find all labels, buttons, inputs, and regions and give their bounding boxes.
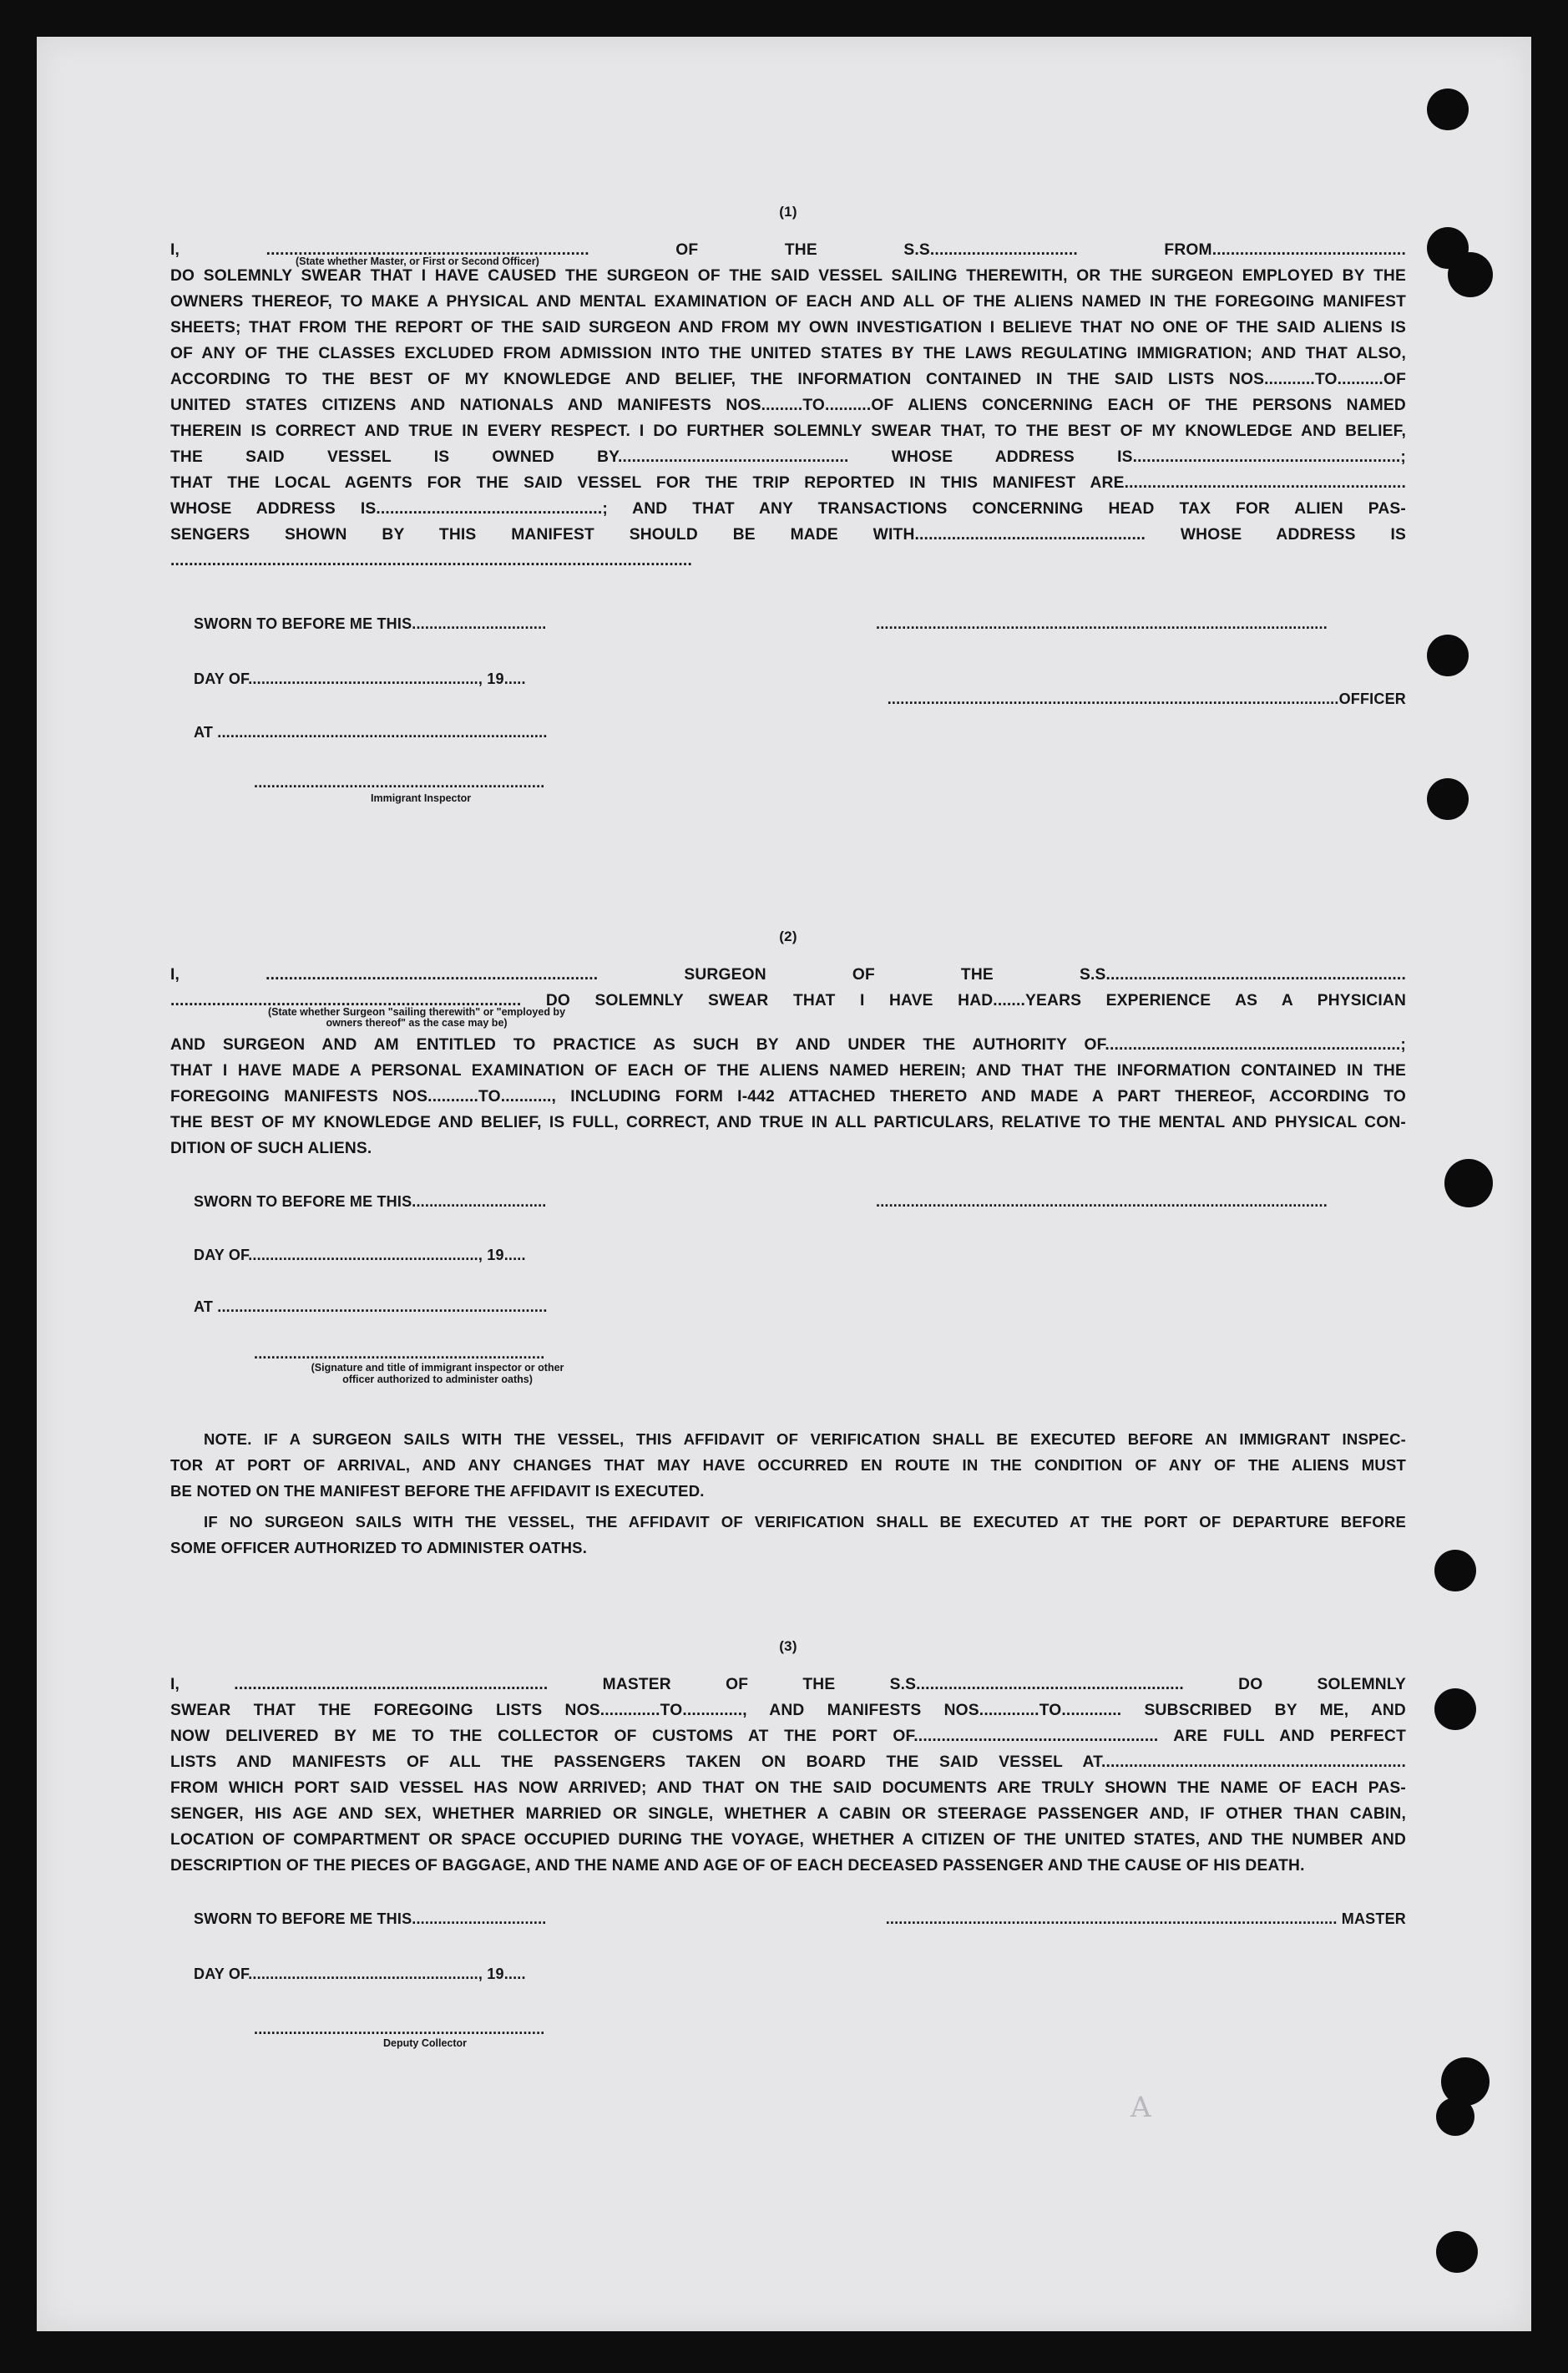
note-line: BE NOTED ON THE MANIFEST BEFORE THE AFFIDAVIT IS EXECUTED. [170, 1482, 705, 1500]
binder-hole [1444, 1159, 1493, 1207]
inspector-caption: Immigrant Inspector [371, 792, 472, 804]
text-line: I, .................................................................... MASTER OF THE S.S.......................................................... DO SOLEMNLY [170, 1676, 1406, 1693]
text-line: I, ........................................................................ SURGEON OF THE S.S................................................................. [170, 966, 1406, 984]
binder-hole [1427, 635, 1469, 676]
text-line: SENGER, HIS AGE AND SEX, WHETHER MARRIED OR SINGLE, WHETHER A CABIN OR STEERAGE PASSENGER AND, IF OTHER THAN CABIN, [170, 1805, 1406, 1823]
note-line: IF NO SURGEON SAILS WITH THE VESSEL, THE AFFIDAVIT OF VERIFICATION SHALL BE EXECUTED AT THE PORT OF DEPARTURE BEFORE [204, 1513, 1406, 1531]
section-2 [170, 928, 1406, 1385]
text-line: AND SURGEON AND AM ENTITLED TO PRACTICE AS SUCH BY AND UNDER THE AUTHORITY OF................................................................; [170, 1036, 1406, 1054]
inspector-caption [279, 1362, 596, 1385]
text-line: WHOSE ADDRESS IS.................................................; AND THAT ANY TRANSACTIONS CONCERNING HEAD TAX FOR ALIEN PAS- [170, 500, 1406, 518]
text-line: DESCRIPTION OF THE PIECES OF BAGGAGE, AND THE NAME AND AGE OF OF EACH DECEASED PASSENGER AND THE CAUSE OF HIS DEATH. [170, 1857, 1305, 1875]
note-line: NOTE. IF A SURGEON SAILS WITH THE VESSEL, THIS AFFIDAVIT OF VERIFICATION SHALL BE EXECUTED BEFORE AN IMMIGRANT INSPEC- [204, 1430, 1406, 1448]
sworn-line: SWORN TO BEFORE ME THIS............................... [194, 615, 547, 632]
text-line: SENGERS SHOWN BY THIS MANIFEST SHOULD BE MADE WITH.................................................. WHOSE ADDRESS IS [170, 526, 1406, 544]
text-line: SWEAR THAT THE FOREGOING LISTS NOS.............TO............., AND MANIFESTS NOS.............TO............. SUBSCRIBED BY ME, AND [170, 1702, 1406, 1719]
officer-caption: (State whether Master, or First or Second Officer) [296, 256, 539, 267]
section-number: (2) [779, 928, 797, 944]
text-line: I, ...................................................................... OF THE S.S................................ FROM.......................................... [170, 241, 1406, 259]
inspector-signature-line: ................................................................... [254, 774, 545, 791]
day-line: DAY OF....................................................., 19..... [194, 1966, 526, 1982]
inspector-caption-line: officer authorized to administer oaths) [342, 1374, 533, 1385]
text-line: OWNERS THEREOF, TO MAKE A PHYSICAL AND MENTAL EXAMINATION OF EACH AND ALL OF THE ALIENS NAMED IN THE FOREGOING MANIFEST [170, 293, 1406, 311]
surgeon-caption-line: owners thereof" as the case may be) [326, 1017, 508, 1029]
sworn-line: SWORN TO BEFORE ME THIS............................... [194, 1193, 547, 1210]
affidavit-master-paragraph [170, 237, 1406, 574]
sworn-block-2 [170, 1186, 1406, 1385]
note-section [170, 1426, 1406, 1561]
binder-hole [1427, 89, 1469, 130]
officer-signature-line: ........................................................................................................ [876, 615, 1328, 632]
text-line: THE BEST OF MY KNOWLEDGE AND BELIEF, IS FULL, CORRECT, AND TRUE IN ALL PARTICULARS, RELATIVE TO THE MENTAL AND PHYSICAL CON- [170, 1114, 1406, 1131]
text-line: DO SOLEMNLY SWEAR THAT I HAVE CAUSED THE SURGEON OF THE SAID VESSEL SAILING THEREWITH, OR THE SURGEON EMPLOYED BY THE [170, 267, 1406, 285]
day-line: DAY OF....................................................., 19..... [194, 1247, 526, 1263]
text-line: THEREIN IS CORRECT AND TRUE IN EVERY RESPECT. I DO FURTHER SOLEMNLY SWEAR THAT, TO THE BEST OF MY KNOWLEDGE AND BELIEF, [170, 422, 1406, 440]
text-line: UNITED STATES CITIZENS AND NATIONALS AND MANIFESTS NOS.........TO..........OF ALIENS CONCERNING EACH OF THE PERSONS NAMED [170, 397, 1406, 414]
manifest-page [37, 37, 1531, 2331]
section-number: (3) [779, 1638, 797, 1654]
text-line: THE SAID VESSEL IS OWNED BY.................................................. WHOSE ADDRESS IS..........................................................; [170, 448, 1406, 466]
sworn-block-3 [170, 1904, 1406, 2071]
inspector-caption-line: (Signature and title of immigrant inspector or other [311, 1362, 564, 1374]
faded-stamp: A [1130, 2091, 1154, 2124]
surgeon-signature-line: ........................................................................................................ [876, 1193, 1328, 1210]
collector-caption: Deputy Collector [383, 2037, 468, 2049]
text-line: FOREGOING MANIFESTS NOS...........TO..........., INCLUDING FORM I-442 ATTACHED THERETO AND MADE A PART THEREOF, ACCORDING TO [170, 1088, 1406, 1106]
text-line: THAT THE LOCAL AGENTS FOR THE SAID VESSEL FOR THE TRIP REPORTED IN THIS MANIFEST ARE............................................................. [170, 474, 1406, 492]
surgeon-caption-line: (State whether Surgeon "sailing therewith" or "employed by [267, 1006, 566, 1018]
text-line: NOW DELIVERED BY ME TO THE COLLECTOR OF CUSTOMS AT THE PORT OF..................................................... ARE FULL AND PERFECT [170, 1728, 1406, 1745]
text-line: DITION OF SUCH ALIENS. [170, 1140, 372, 1157]
text-line: OF ANY OF THE CLASSES EXCLUDED FROM ADMISSION INTO THE UNITED STATES BY THE LAWS REGULATING IMMIGRATION; AND THAT ALSO, [170, 345, 1406, 362]
sworn-block-1 [170, 599, 1406, 807]
binder-hole [1436, 2097, 1474, 2136]
text-line: THAT I HAVE MADE A PERSONAL EXAMINATION OF EACH OF THE ALIENS NAMED HEREIN; AND THAT THE INFORMATION CONTAINED IN THE [170, 1062, 1406, 1080]
inspector-signature-line: ................................................................... [254, 1345, 545, 1362]
binder-hole [1427, 778, 1469, 820]
binder-hole [1436, 2231, 1478, 2273]
affidavit-surgeon-paragraph [170, 962, 1406, 1161]
note-line: SOME OFFICER AUTHORIZED TO ADMINISTER OATHS. [170, 1539, 588, 1556]
affidavit-master-2-paragraph [170, 1672, 1406, 1879]
master-signature-line: ........................................................................................................ MASTER [885, 1910, 1406, 1927]
binder-hole [1434, 1688, 1476, 1730]
text-line: ............................................................................ DO SOLEMNLY SWEAR THAT I HAVE HAD.......YEARS EXPERIENCE AS A PHYSICIAN [170, 992, 1406, 1009]
officer-line: ........................................................................................................OFFICER [887, 691, 1406, 707]
sworn-line: SWORN TO BEFORE ME THIS............................... [194, 1910, 547, 1927]
collector-signature-line: ................................................................... [254, 2021, 545, 2037]
section-1 [170, 204, 1406, 807]
surgeon-caption [220, 1007, 613, 1029]
text-line: SHEETS; THAT FROM THE REPORT OF THE SAID SURGEON AND FROM MY OWN INVESTIGATION I BELIEVE THAT NO ONE OF THE SAID ALIENS IS [170, 319, 1406, 336]
text-line: ACCORDING TO THE BEST OF MY KNOWLEDGE AND BELIEF, THE INFORMATION CONTAINED IN THE SAID LISTS NOS...........TO..........OF [170, 371, 1406, 388]
day-line: DAY OF....................................................., 19..... [194, 670, 526, 687]
binder-hole [1448, 252, 1493, 297]
at-line: AT ............................................................................ [194, 1298, 548, 1315]
text-line: LISTS AND MANIFESTS OF ALL THE PASSENGERS TAKEN ON BOARD THE SAID VESSEL AT.................................................................. [170, 1753, 1406, 1771]
note-line: TOR AT PORT OF ARRIVAL, AND ANY CHANGES THAT MAY HAVE OCCURRED EN ROUTE IN THE CONDITION OF ANY OF THE ALIENS MUST [170, 1456, 1406, 1474]
binder-hole [1434, 1550, 1476, 1591]
text-line: FROM WHICH PORT SAID VESSEL HAS NOW ARRIVED; AND THAT ON THE SAID DOCUMENTS ARE TRULY SHOWN THE NAME OF EACH PAS- [170, 1779, 1406, 1797]
section-3 [170, 1638, 1406, 2071]
at-line: AT ............................................................................ [194, 724, 548, 741]
text-line: LOCATION OF COMPARTMENT OR SPACE OCCUPIED DURING THE VOYAGE, WHETHER A CITIZEN OF THE UNITED STATES, AND THE NUMBER AND [170, 1831, 1406, 1849]
section-number: (1) [779, 204, 797, 220]
text-line: ................................................................................................................. [170, 552, 692, 569]
